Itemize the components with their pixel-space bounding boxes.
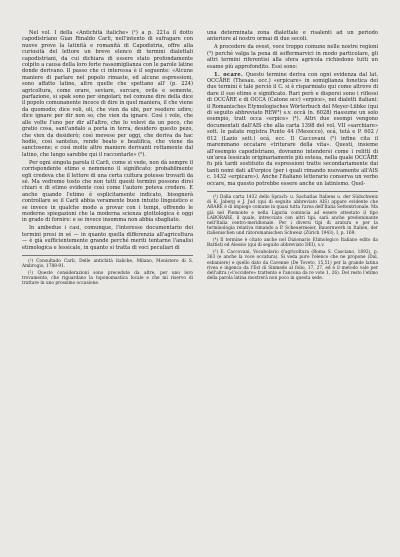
- left-paragraph-3: In ambedue i casi, comunque, l'interesse documentario dei termini presi in sé — in quanto quella differenzia all'agricoltura — è già sufficientemente grande perché meriti tentarne l'analisi etimologica e lessicale, in quanto si tratta di voci peculiari di: [22, 225, 193, 251]
- footnote-4: (⁴) Il termine è citato anche nel Dizionario Etimologico Italiano edito da Battisti ed Alessio (qui di seguito abbreviato DEI), s.v.: [207, 238, 378, 249]
- footnote-3: (³) Dalla carta 1432 dello Sprach- u. Sachatlas Italiens u. der Südschweiz di K. Jaberg e J. Jud (qui di seguito abbreviato AIS) appare evidente che ARARE è di impiego comune in quasi tutta l'area dell'Italia Settentrionale. Ma già nel Piemonte e nella Liguria comincia ad essere attestato il tipo LABORARE, il quale, intrecciato con altri tipi, sarà anche predominante nell'Italia centro-meridionale. Per i diversi tipi di aratura e per la terminologia relativa rimando a P. Scheuermeier, Bauernwerk in Italien, der italienischen und rätoromanischen Schweiz (Zürich 1943), I, p. 169.: [207, 194, 378, 237]
- footnote-5: (⁵) E. Caccovani, Vocabolario d'agricoltura (Roma S. Casciano, 1892), p. 363 (e anche la voce occatura). Si veda pure l'elenco che ne propone (Dal, esbaniere) e quello dato da Cavenne (De Toveto, 15,51) per la grande latina rivea e ingenca da l'Est di Sinmedo al folio, 17, 27, ed è il metodo vale per dell'altra («l'occidere» trattento e l'ancona da re vote 1, 26). Del resto l'etimo della parola latina mostrerà non poco in questa sede.: [207, 250, 378, 282]
- section-label: 1. ocare.: [214, 71, 244, 78]
- right-paragraph-1: una determinata zona dialettale e risalenti ad un periodo anteriore al nostro ormai di due secoli.: [207, 30, 378, 43]
- right-paragraph-2: A procedere da ovest, voce troppo comune nelle nostre regioni (³) perché valga la pena di soffermarvici in modo particolare, gli altri termini riferentisi alla sfera agricola richiedono tutti un esame più approfondito. Essi sono:: [207, 44, 378, 70]
- left-footnotes: [22, 255, 193, 287]
- left-paragraph-2: Per ogni singola parola il Carli, come si vede, non dà sempre il corrispondente etimo e nemmeno il significato; probabilmente egli credeva che il lettore di una certa cultura potesse trovarli da sé. Ma vedremo tosto che non tutti questi termini possono dirsi chiari e di etimo evidente così come l'autore poteva credere. E anche quando l'etimo è esplicitamente indicato, bisognerà controllare se il Carli abbia veramente buon intuito linguistico e se invece in qualche modo a provar con i tempi, offrendo le moderne spiegazioni che la moderna scienza glottologica è oggi in grado di fornire: e se invece insomma non abbia sbagliato.: [22, 159, 193, 224]
- right-paragraph-3: 1. ocare. Questo termine deriva con ogni evidenza dal lat. OCCĀRE (Thesau. occ.) «erpicare» in somiglianza fonetica dei due termini è tale perciò il C. si è risparmiato qui come altrove di dare il suo etimo e significato. Rari però e dispersi sono i riflessi di OCCĀRE e di OCCA (Catone occ) «erpice», nei dialetti italiani: il Romanisches Etymologisches Wörterbuch del Meyer-Lübke (qui di seguito abbreviato REW³) s.v. occā (n. 6028) riassume un solo esempio, tratt occa «erpice» (⁴). Altri due esempi vengono documentati dall'AIS che alla carta 1398 del vol. VII «sarchiare» sott. le patate registra Punto 44 (Mesocco), ocá, tetá e P. 602 / 612 (Lazio sett.) ocá, ecc. Il Caccovani (⁵) infine cita il maremmano occatare «triturare della vita». Questi, insieme all'esempio capodistriano, dovranno intendersi come i relitti di un'area lessicale originariamente più estesa, nella quale OCCĀRE fu più tardi sostituito da espressioni tratte secondariamente dai tanti nomi dati all'erpice (per i quali rimando nuovamente all'AIS c. 1432 «erpicare»). Anche l'italiano letterario conserva un verbo occare, ma questo potrebbe essere anche un latinismo. Quel-: [207, 71, 378, 187]
- footnote-1: (¹) Consultado Carli, Delle antichità italiche, Milano, Monistero di S. Ambrogio, 1788-91.: [22, 259, 193, 270]
- footnote-2: (²) Queste considerazioni sono precedute da altre, per uno loro trovamento, che riguardano la toponomastica locale e che mi riservo di trattare in uno prossimo occasione.: [22, 271, 193, 287]
- text-columns: [22, 30, 378, 541]
- right-column: [207, 30, 378, 541]
- left-column: [22, 30, 193, 541]
- right-footnotes: [207, 191, 378, 281]
- left-paragraph-1: Nel vol. I della «Antichità italiche» (¹) a p. 221a il dotto capodistriano Gian Rinaldo Carli, nell'intento di sufragare con nuove prove la latinità e romanità di Capodistria, offre alla curiosità del lettore un breve elenco di termini dialettali capodistriani, da cui dichiara di essere stato profondamente colpito a causa della loro forte rassomiglianza con le parole latine donde derivano. Il passo che ci interessa è il seguente: «Alcune maniere di parlare nel popolo rimaste, ed alcune espressioni, sono affatto latine, altre quelle che spettano all' (p. 224) agricoltura, come orare, seviare, surcare, ovile e semente, parfazione, si spak sono per singolari; nel comune dire della dice il popolo comunanente incece di dire in quel maniera, il che viene da quomodo; dice voli, oli, che vien da ubi, per veedere udire; dice ignare per dir non so, che vien da ignare. Così i vole, che alle volte l'uno per dir all'altro, che lo volevi da un poco, che gratio cosa, sant'andalo a porta in terra, desidero questo pezo, che vien da desiderò; così mevese per oggi, che deriva da hac hodie, così santelus, rende beato e beatifica, che viene da sanctosene; e così molte altre maniere derivanti rettamente dal latino, che lungo sarebbe qui il raccontarle» (²).: [22, 30, 193, 158]
- page-header: [22, 18, 378, 30]
